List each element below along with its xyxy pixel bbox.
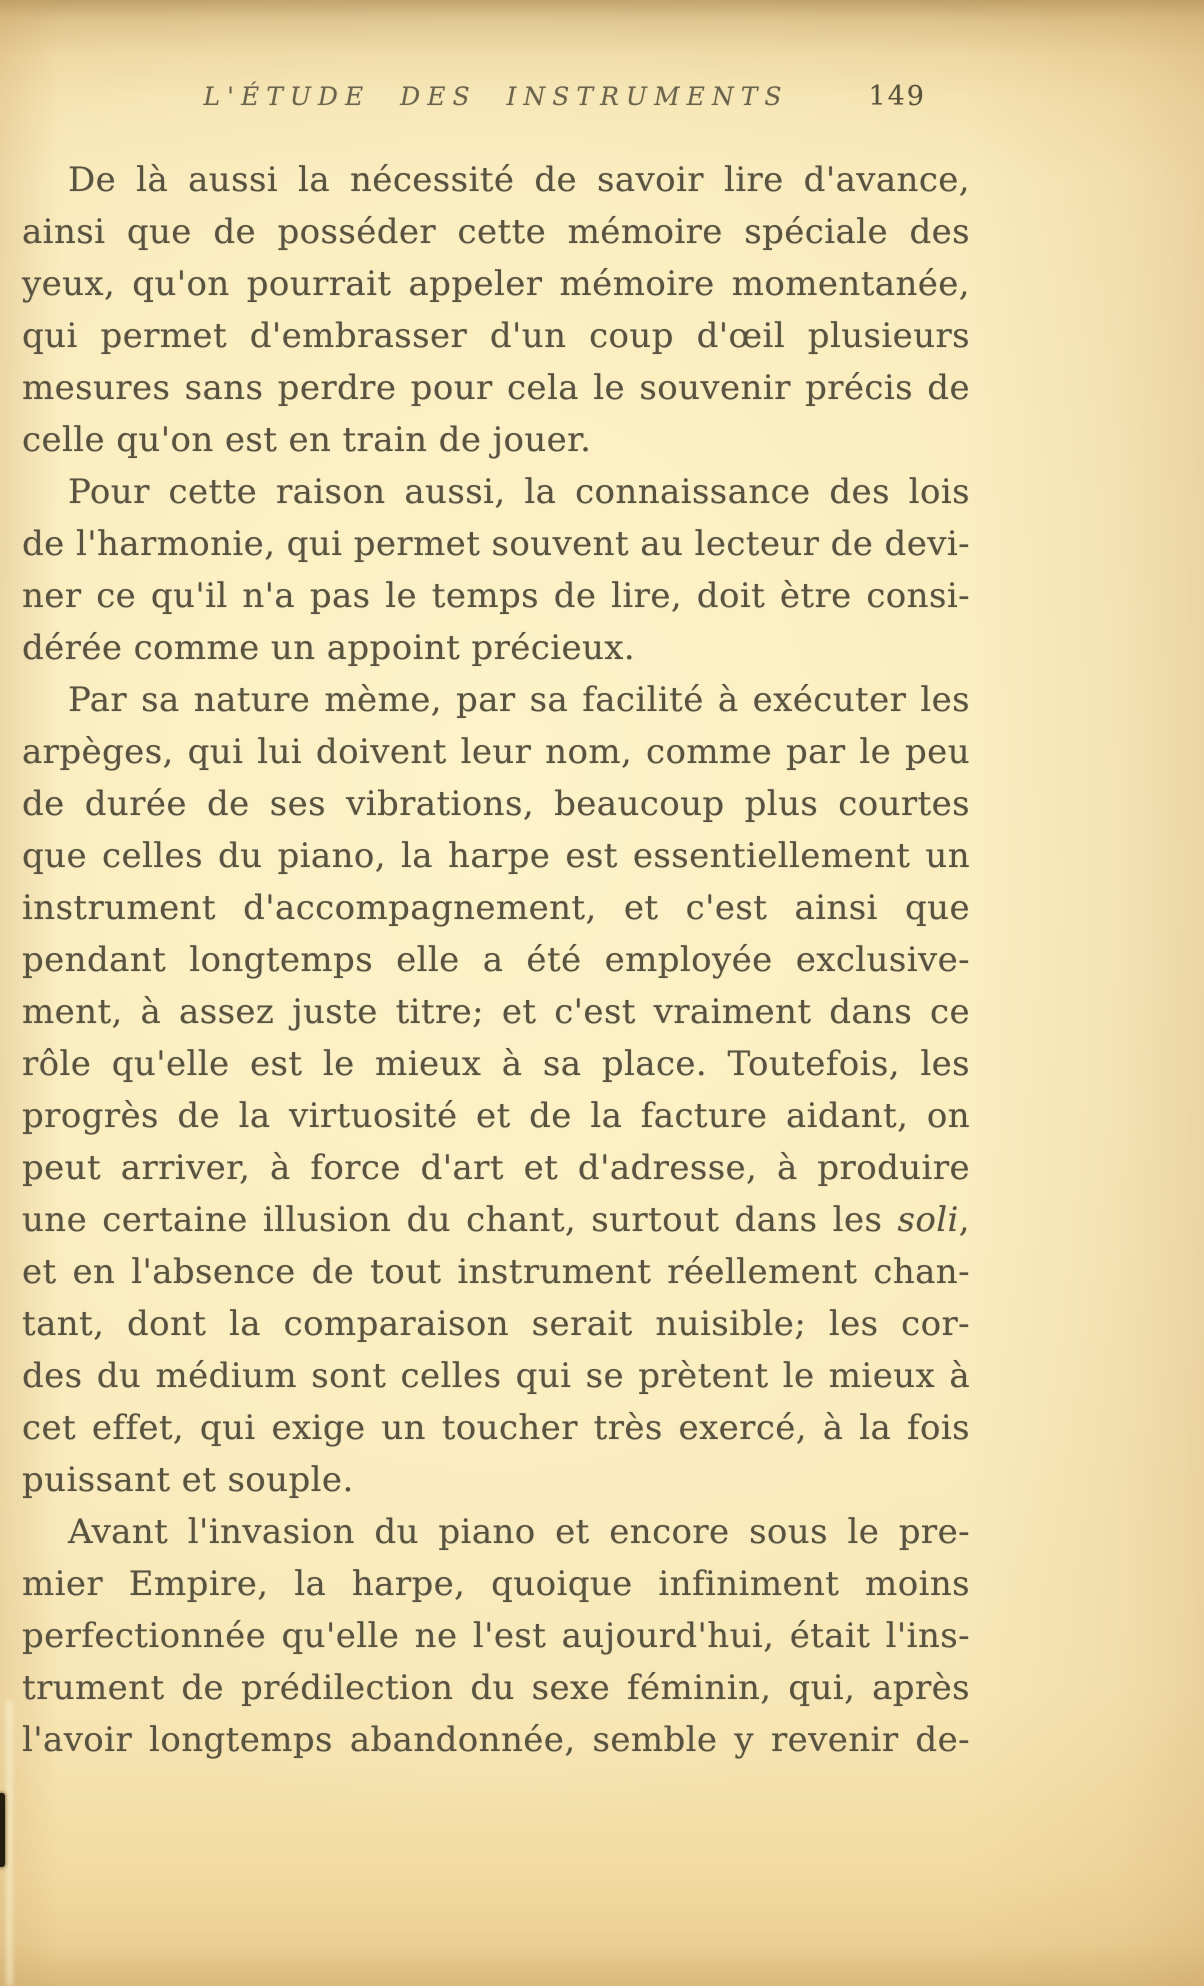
text-line: yeux, qu'on pourrait appeler mémoire momentanée, <box>22 264 970 304</box>
text-line: que celles du piano, la harpe est essentiellement un <box>22 836 970 876</box>
page-number: 149 <box>868 81 926 112</box>
text-line: cet effet, qui exige un toucher très exercé, à la fois <box>22 1408 970 1448</box>
page-edge-highlight <box>6 1700 13 1986</box>
text-line: tant, dont la comparaison serait nuisible; les cor- <box>22 1304 970 1344</box>
text-line: arpèges, qui lui doivent leur nom, comme par le peu <box>22 732 970 772</box>
running-header-title: L'ÉTUDE DES INSTRUMENTS <box>203 82 789 111</box>
text-line: Pour cette raison aussi, la connaissance des lois <box>68 472 970 512</box>
text-line: de durée de ses vibrations, beaucoup plus courtes <box>22 784 970 824</box>
text-line: Avant l'invasion du piano et encore sous le pre- <box>68 1512 970 1552</box>
text-line: Par sa nature mème, par sa facilité à exécuter les <box>68 680 970 720</box>
text-line: qui permet d'embrasser d'un coup d'œil plusieurs <box>22 316 970 356</box>
text-segment: une certaine illusion du chant, surtout dans les <box>22 1200 898 1240</box>
text-line: des du médium sont celles qui se prètent le mieux à <box>22 1356 970 1396</box>
text-line: dérée comme un appoint précieux. <box>22 628 636 668</box>
text-line: l'avoir longtemps abandonnée, semble y revenir de- <box>22 1720 970 1760</box>
text-line: ainsi que de posséder cette mémoire spéciale des <box>22 212 970 252</box>
text-line: et en l'absence de tout instrument réellement chan- <box>22 1252 970 1292</box>
italic-term: soli <box>897 1200 959 1240</box>
text-line: mier Empire, la harpe, quoique infiniment moins <box>22 1564 970 1604</box>
text-line: mesures sans perdre pour cela le souvenir précis de <box>22 368 970 408</box>
text-line: trument de prédilection du sexe féminin, qui, après <box>22 1668 970 1708</box>
text-line: De là aussi la nécessité de savoir lire d'avance, <box>68 160 970 200</box>
text-line <box>22 1194 970 1246</box>
text-line: celle qu'on est en train de jouer. <box>22 420 592 460</box>
scan-edge-artifact <box>0 1793 5 1867</box>
text-segment: , <box>958 1200 970 1240</box>
running-header <box>22 80 970 116</box>
body-text <box>22 154 970 1766</box>
text-line: perfectionnée qu'elle ne l'est aujourd'hui, était l'ins- <box>22 1616 970 1656</box>
text-line: instrument d'accompagnement, et c'est ainsi que <box>22 888 970 928</box>
text-line: rôle qu'elle est le mieux à sa place. Toutefois, les <box>22 1044 970 1084</box>
text-line: progrès de la virtuosité et de la facture aidant, on <box>22 1096 970 1136</box>
text-line: de l'harmonie, qui permet souvent au lecteur de devi- <box>22 524 970 564</box>
text-line: pendant longtemps elle a été employée exclusive- <box>22 940 970 980</box>
text-line: ner ce qu'il n'a pas le temps de lire, doit ètre consi- <box>22 576 970 616</box>
text-line: ment, à assez juste titre; et c'est vraiment dans ce <box>22 992 970 1032</box>
text-line: puissant et souple. <box>22 1460 354 1500</box>
text-line: peut arriver, à force d'art et d'adresse, à produire <box>22 1148 970 1188</box>
